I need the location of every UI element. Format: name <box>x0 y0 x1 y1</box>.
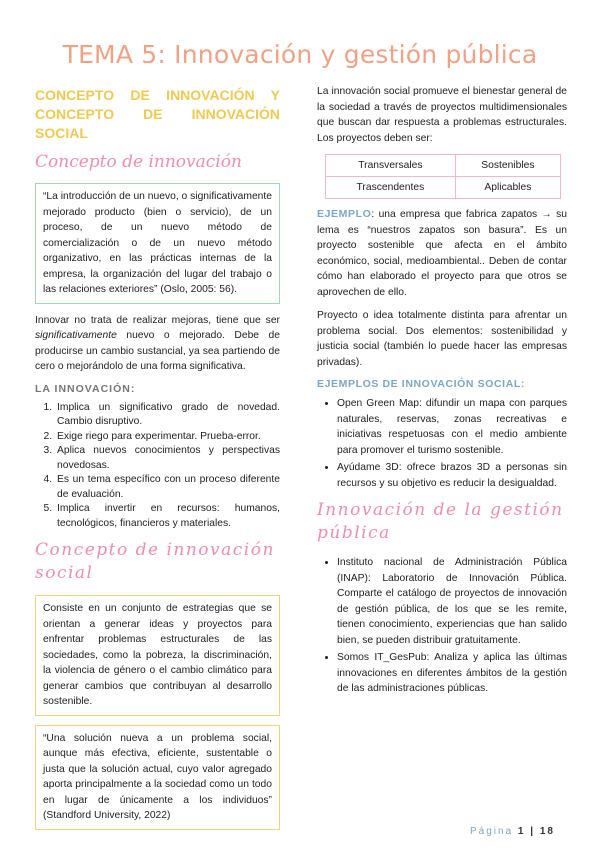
subheading-ejemplos: EJEMPLOS DE INNOVACIÓN SOCIAL: <box>317 378 525 390</box>
list-item: 2. Exige riego para experimentar. Prueba-error. <box>55 430 280 445</box>
table-cell: Transversales <box>326 155 456 177</box>
paragraph-bienestar: La innovación social promueve el bienestar general de la sociedad a través de proyectos multidimensionales que buscan dar respuesta a problemas estructurales. Los proyectos deben ser: <box>317 86 567 144</box>
section-heading-concepts <box>35 86 280 143</box>
footer-total: 18 <box>539 826 555 837</box>
list-item: • Ayúdame 3D: ofrece brazos 3D a personas sin recursos y su objetivo es reducir la desigualdad. <box>337 460 567 491</box>
p1-part-a: Innovar no trata de realizar mejoras, tiene que ser <box>35 314 280 326</box>
footer-sep: | <box>525 826 540 837</box>
list-item: 1. Implica un significativo grado de novedad. Cambio disruptivo. <box>55 401 280 430</box>
ejemplos-list <box>317 396 567 491</box>
table-cell: Sostenibles <box>455 155 560 177</box>
ejemplo-text: : una empresa que fabrica zapatos → su lema es “nuestros zapatos son basura”. Es un proyecto sostenible que afecta en el ámbito económico, social, medioambiental.. Deben de contar cómo han elaborado el proyecto para que otros se aprovechen de ello. <box>317 209 567 298</box>
right-column <box>317 84 567 705</box>
list-item: • Instituto nacional de Administración Pública (INAP): Laboratorio de Innovación Pública. Comparte el catálogo de proyectos de innovación de gestión pública, de los que se les remite, tienen conocimiento, experiencias que han salido bien, se pueden distribuir gratuitamente. <box>337 555 567 648</box>
list-item: • Open Green Map: difundir un mapa con parques naturales, reservas, zonas recreativas e iniciativas respetuosas con el medio ambiente para promover el turismo sostenible. <box>337 396 567 458</box>
p1-part-b: nuevo o mejorado. Debe de producirse un cambio sustancial, ya sea partiendo de cero o mejorándolo de una forma significativa. <box>35 330 280 372</box>
quote-oslo: “La introducción de un nuevo, o significativamente mejorado producto (bien o servicio), de un proceso, de un nuevo método de comercialización o de un nuevo método organizativo, en las prácticas internas de la empresa, la organización del lugar del trabajo o las relaciones exteriores” (Oslo, 2005: 56). <box>35 183 280 304</box>
heading-concepto-social: Concepto de innovación social <box>35 540 275 583</box>
project-traits-table <box>325 154 561 199</box>
table-row <box>326 177 561 199</box>
list-item: 5. Implica invertir en recursos: humanos, tecnológicos, financieros y materiales. <box>55 502 280 531</box>
page-title: TEMA 5: Innovación y gestión pública <box>62 40 538 69</box>
left-column <box>35 84 280 839</box>
paragraph-innovar <box>35 313 280 375</box>
innovation-list <box>35 401 280 532</box>
paragraph-proyecto: Proyecto o idea totalmente distinta para afrentar un problema social. Dos elementos: sostenibilidad y justicia social (también lo puede hacer las empresas privadas). <box>317 310 567 368</box>
p1-emphasis: significativamente <box>35 330 117 341</box>
footer-page: 1 <box>517 826 526 837</box>
heading-line-1: CONCEPTO DE INNOVACIÓN Y <box>35 87 280 103</box>
table-cell: Aplicables <box>455 177 560 199</box>
box-social-definition: Consiste en un conjunto de estrategias que se orientan a generar ideas y proyectos para enfrentar problemas estructurales de las sociedades, como la pobreza, la discriminación, la violencia de género o el cambio climático para generar cambios que contribuyan al desarrollo sostenible. <box>35 595 280 716</box>
subheading-la-innovacion: LA INNOVACIÓN: <box>35 382 136 395</box>
gestion-list <box>317 555 567 697</box>
heading-concepto-innovacion: Concepto de innovación <box>35 152 242 172</box>
ejemplo-label: EJEMPLO <box>317 208 372 220</box>
quote-standford: “Una solución nueva a un problema social, aunque más efectiva, eficiente, sustentable o justa que la solución actual, cuyo valor agregado aporta principalmente a la sociedad como un todo en lugar de únicamente a los individuos” (Standford University, 2022) <box>35 725 280 830</box>
heading-line-2: CONCEPTO DE INNOVACIÓN SOCIAL <box>35 106 280 141</box>
page-footer <box>470 826 555 837</box>
heading-gestion-publica: Innovación de la gestión pública <box>317 500 564 543</box>
list-item: 4. Es un tema específico con un proceso diferente de evaluación. <box>55 473 280 502</box>
table-row <box>326 155 561 177</box>
list-item: 3. Aplica nuevos conocimientos y perspectivas novedosas. <box>55 444 280 473</box>
paragraph-ejemplo <box>317 207 567 300</box>
footer-label: Página <box>470 826 514 837</box>
list-item: • Somos IT_GesPub: Analiza y aplica las últimas innovaciones en diferentes ámbitos de la gestión de las administraciones públicas. <box>337 650 567 697</box>
table-cell: Trascendentes <box>326 177 456 199</box>
